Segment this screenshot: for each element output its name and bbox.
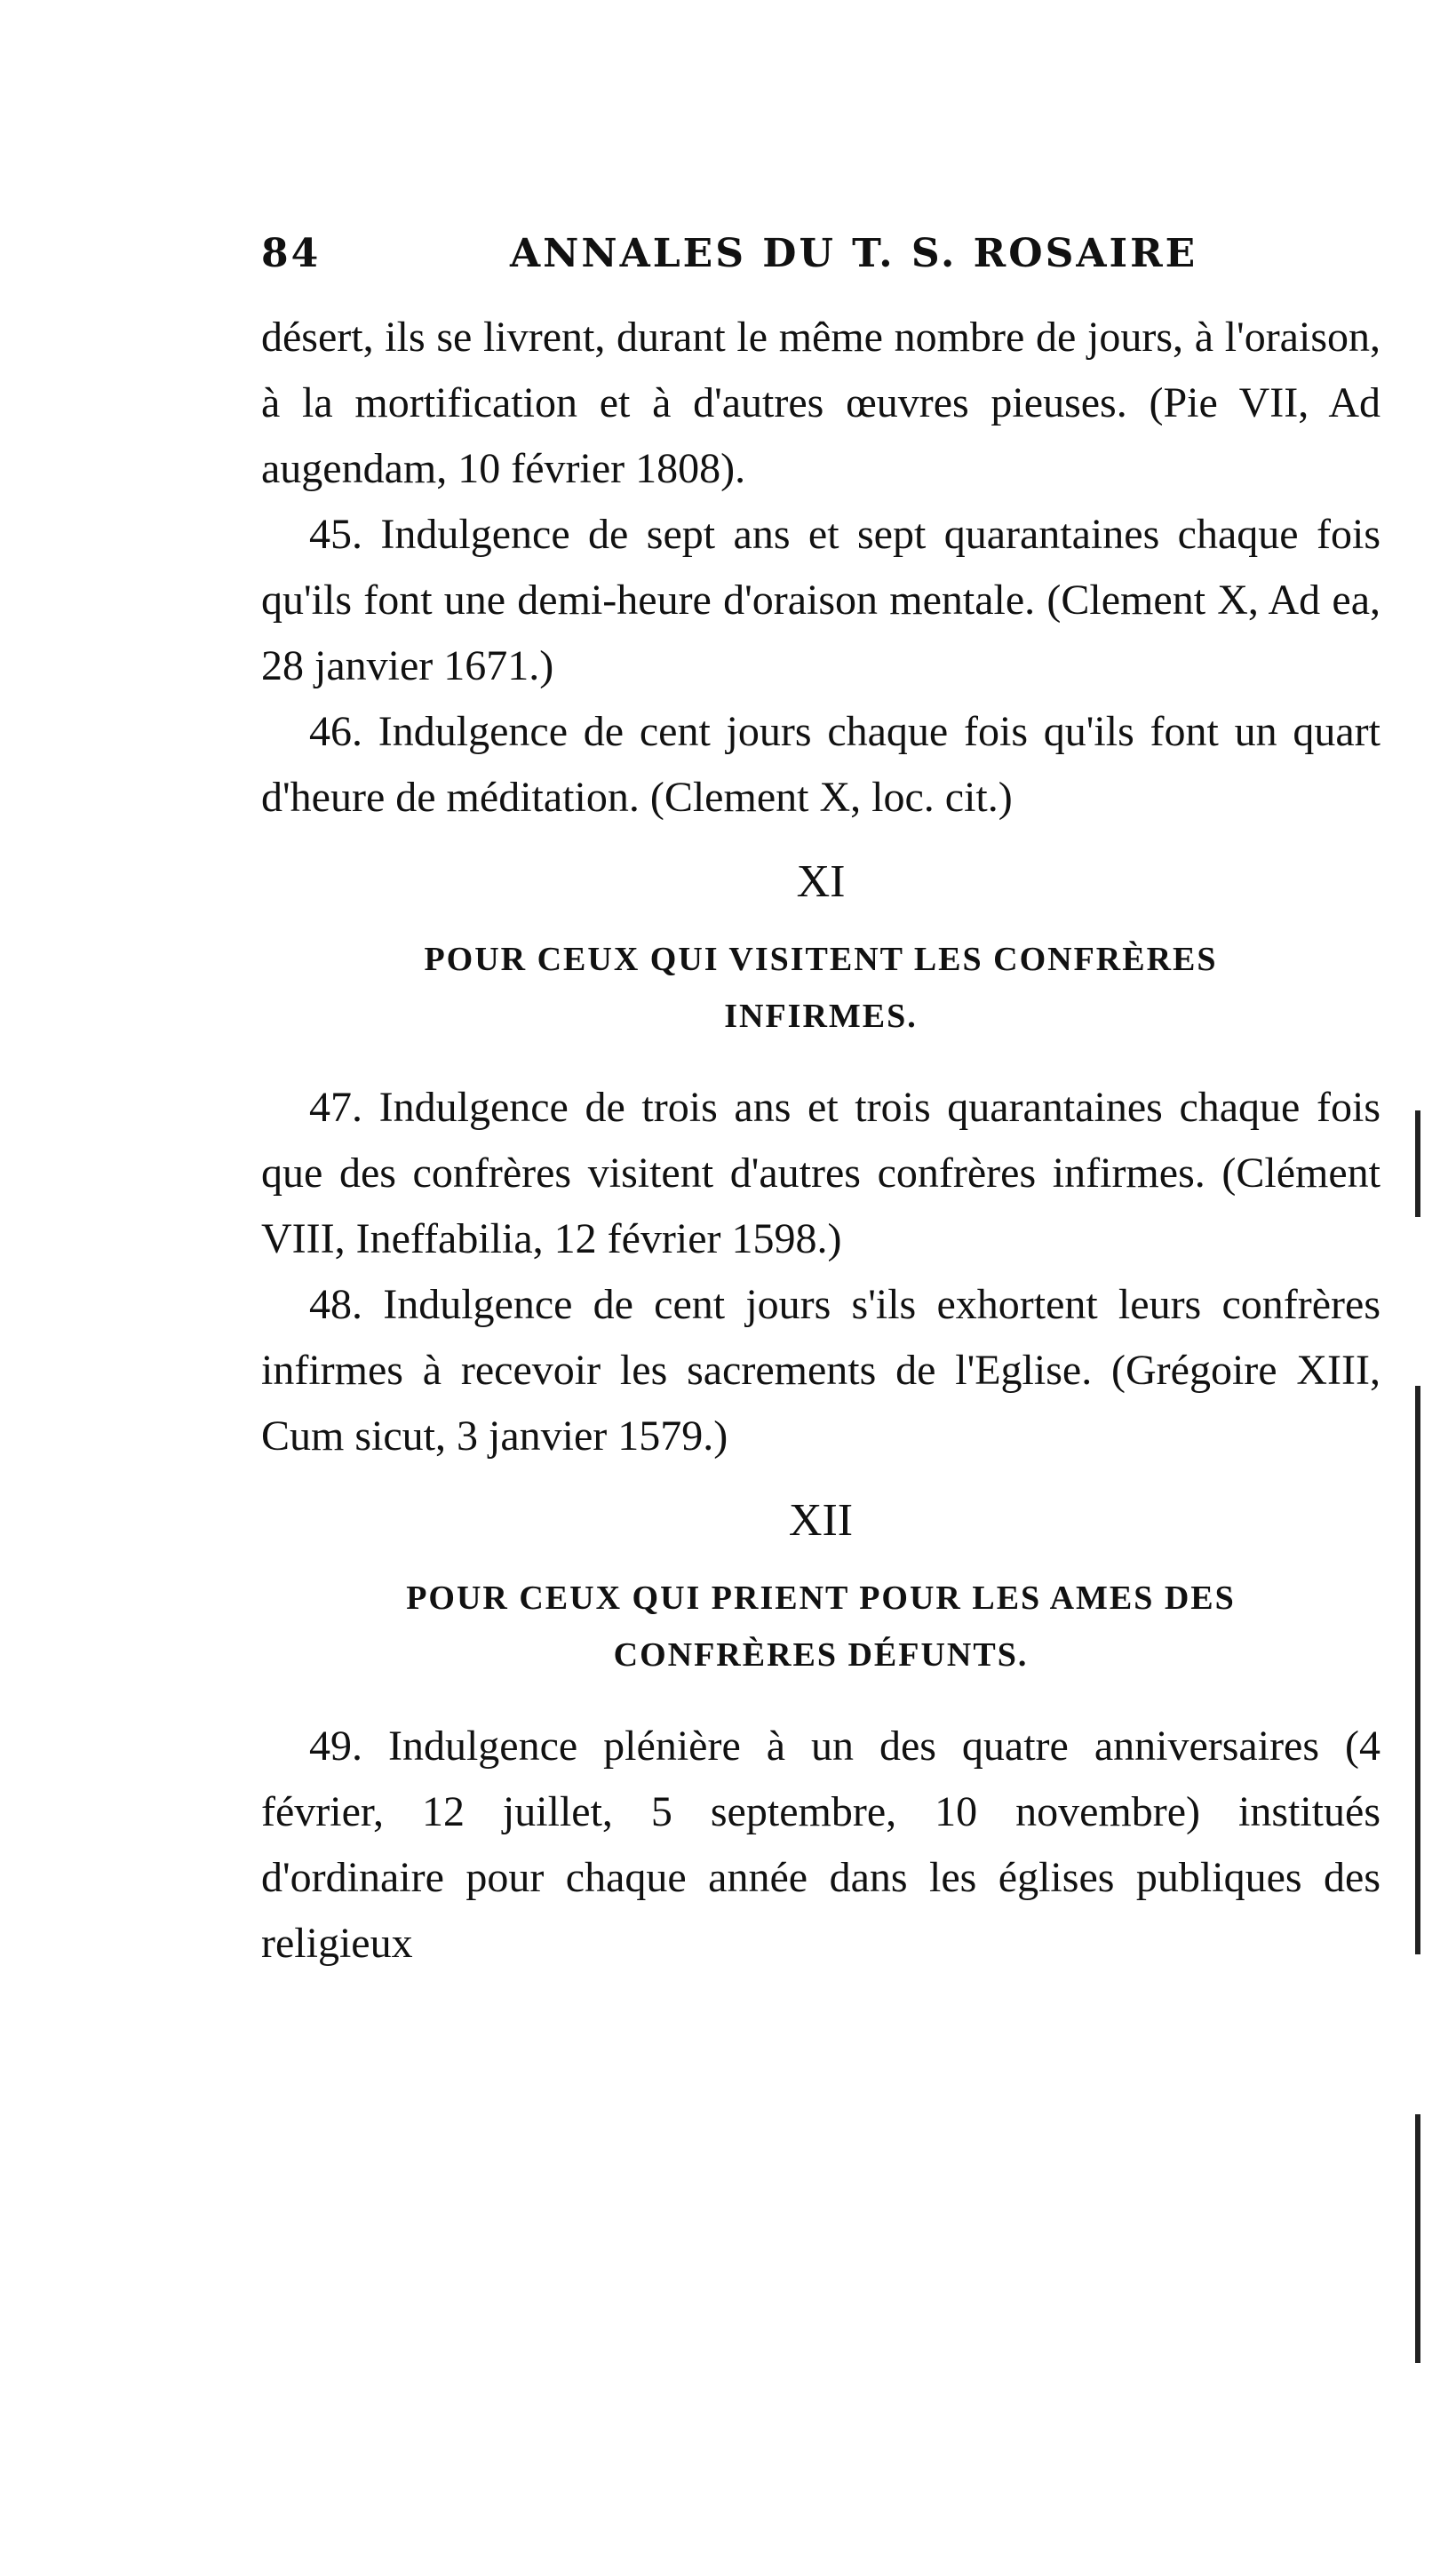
running-title: ANNALES DU T. S. ROSAIRE	[510, 231, 1198, 276]
paragraph-47: 47. Indulgence de trois ans et trois quarantaines chaque fois que des confrères visitent d'autres confrères infirmes. (Clément VIII, Ineffabilia, 12 février 1598.)	[261, 1084, 1380, 1262]
paragraph-48: 48. Indulgence de cent jours s'ils exhortent leurs confrères infirmes à recevoir les sacrements de l'Eglise. (Grégoire XIII, Cum sicut, 3 janvier 1579.)	[261, 1281, 1380, 1460]
paragraph-49: 49. Indulgence plénière à un des quatre anniversaires (4 février, 12 juillet, 5 septembre, 10 novembre) institués d'ordinaire pour chaque année dans les églises publiques des religieux	[261, 1723, 1380, 1967]
gutter-mark	[1415, 2114, 1420, 2363]
paragraph-continued: désert, ils se livrent, durant le même nombre de jours, à l'oraison, à la mortification et à d'autres œuvres pieuses. (Pie VII, Ad augendam, 10 février 1808).	[261, 314, 1380, 492]
section-title-xii	[261, 1570, 1380, 1683]
book-page	[261, 231, 1380, 1977]
gutter-mark	[1415, 1386, 1420, 1954]
section-title-xi-line2: INFIRMES.	[724, 998, 918, 1035]
paragraph-45: 45. Indulgence de sept ans et sept quarantaines chaque fois qu'ils font une demi-heure d'oraison mentale. (Clement X, Ad ea, 28 janvier 1671.)	[261, 511, 1380, 689]
section-numeral-xii: XII	[788, 1495, 854, 1546]
section-title-xii-line2: CONFRÈRES DÉFUNTS.	[613, 1636, 1029, 1674]
page-number: 84	[261, 231, 322, 276]
gutter-mark	[1415, 1110, 1420, 1217]
section-title-xii-line1: POUR CEUX QUI PRIENT POUR LES AMES DES	[406, 1579, 1236, 1617]
running-head	[261, 231, 1380, 276]
section-title-xi	[261, 931, 1380, 1045]
section-numeral-xi: XI	[796, 856, 846, 907]
paragraph-46: 46. Indulgence de cent jours chaque fois qu'ils font un quart d'heure de méditation. (Clement X, loc. cit.)	[261, 708, 1380, 821]
section-title-xi-line1: POUR CEUX QUI VISITENT LES CONFRÈRES	[424, 941, 1218, 978]
